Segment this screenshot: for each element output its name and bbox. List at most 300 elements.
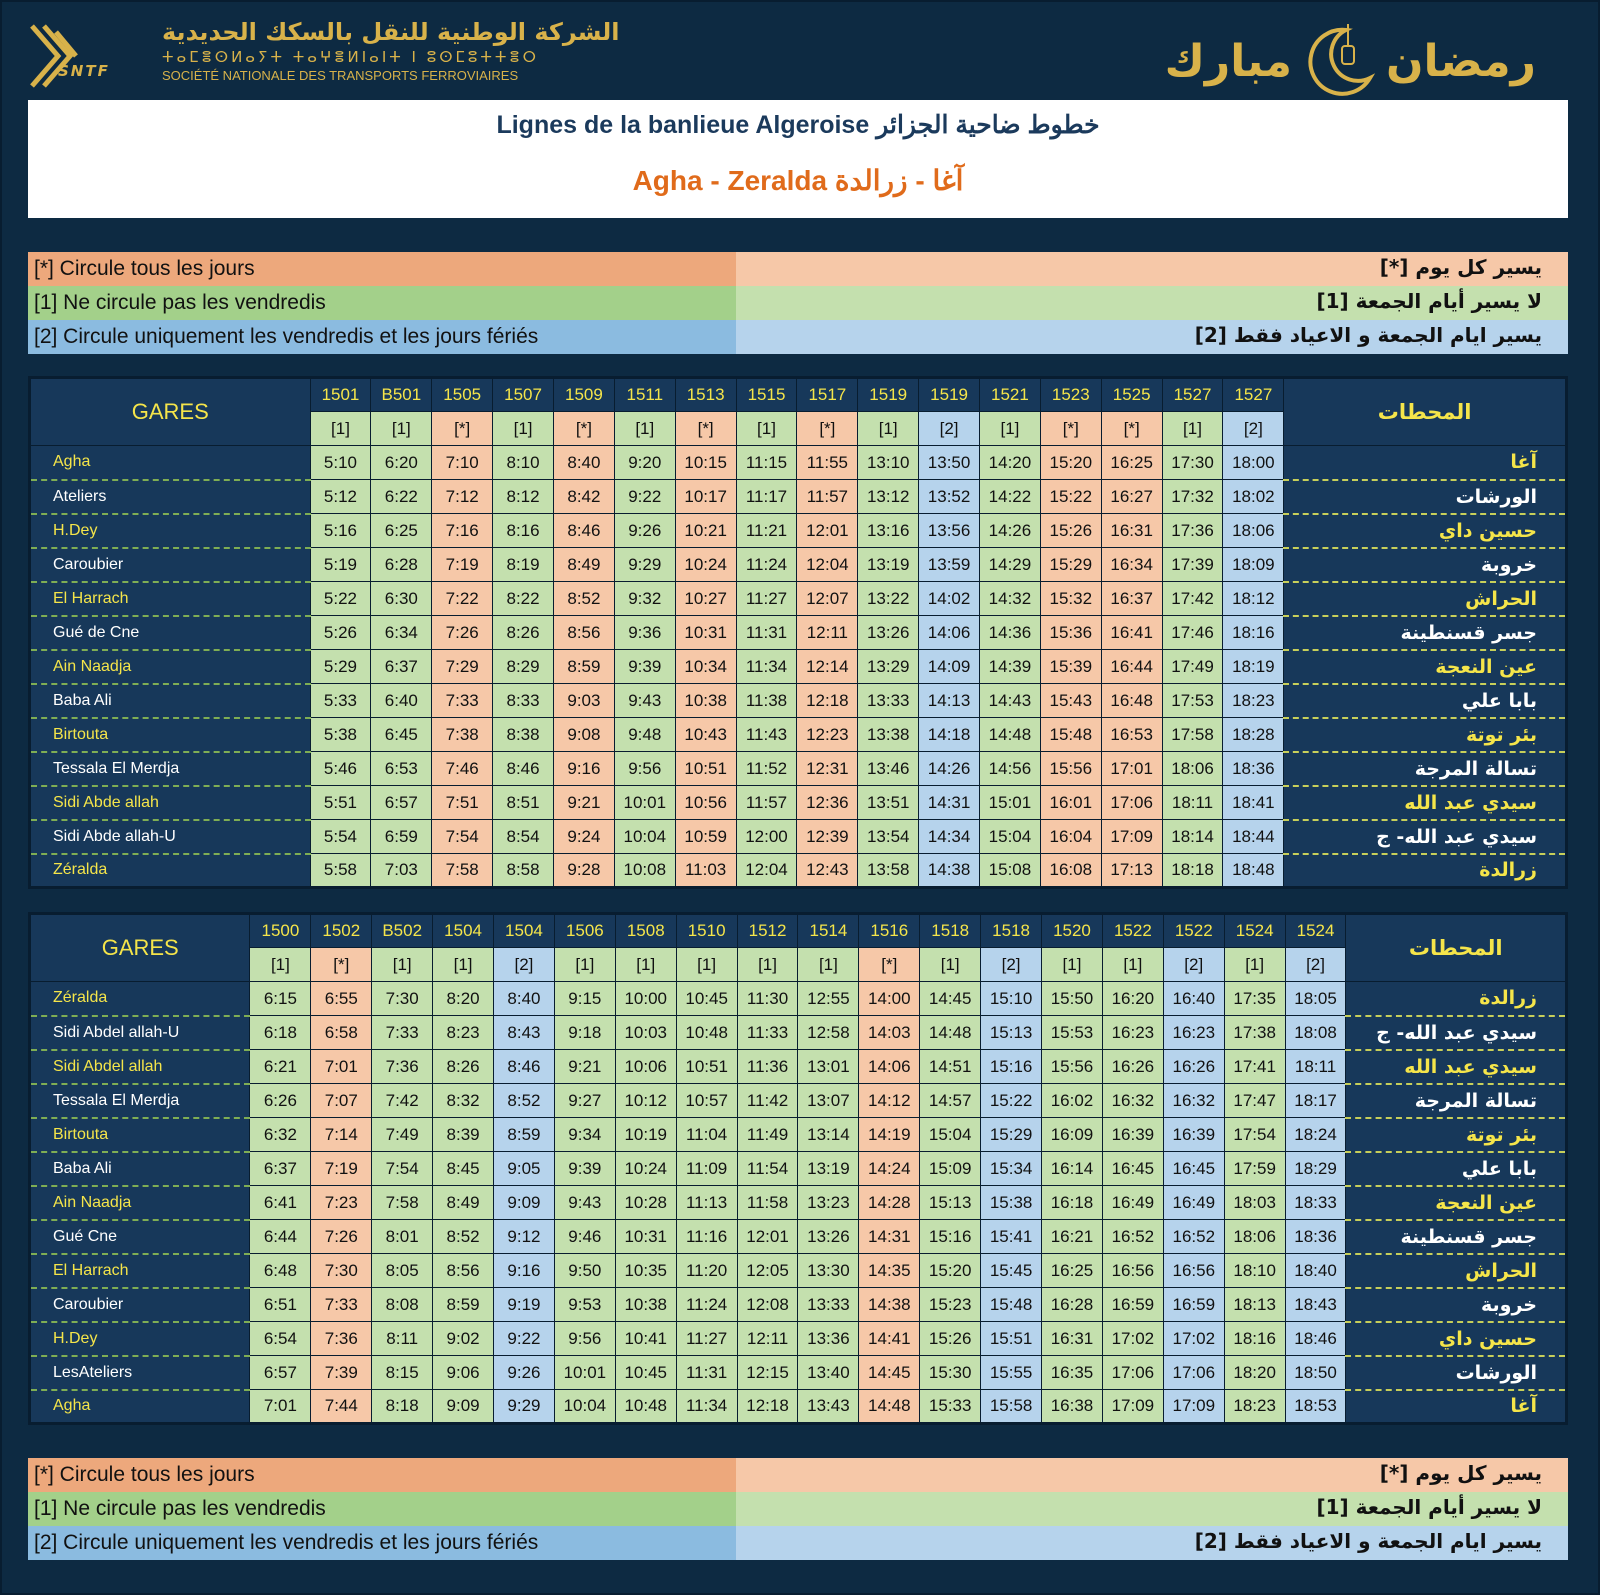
departure-time: 13:01 [798, 1050, 859, 1084]
service-code: [*] [311, 948, 372, 982]
departure-time: 15:20 [1040, 446, 1101, 480]
departure-time: 7:58 [372, 1186, 433, 1220]
departure-time: 9:28 [553, 854, 614, 888]
departure-time: 18:16 [1224, 1322, 1285, 1356]
departure-time: 15:01 [980, 786, 1041, 820]
departure-time: 15:43 [1040, 684, 1101, 718]
service-code: [1] [554, 948, 615, 982]
departure-time: 8:56 [433, 1254, 494, 1288]
departure-time: 13:19 [858, 548, 919, 582]
service-code: [1] [736, 412, 797, 446]
station-name-fr: Sidi Abde allah-U [30, 820, 311, 854]
service-code: [*] [432, 412, 493, 446]
page-title: Lignes de la banlieue Algeroise خطوط ضاحية الجزائر [496, 111, 1100, 139]
departure-time: 17:09 [1101, 820, 1162, 854]
departure-time: 18:40 [1285, 1254, 1346, 1288]
departure-time: 17:32 [1162, 480, 1223, 514]
train-number: 1527 [1162, 378, 1223, 412]
departure-time: 18:41 [1223, 786, 1284, 820]
departure-time: 6:57 [371, 786, 432, 820]
departure-time: 10:45 [615, 1356, 676, 1390]
departure-time: 6:55 [311, 982, 372, 1016]
table-row [30, 446, 1567, 480]
table-row [30, 1390, 1567, 1424]
departure-time: 6:41 [250, 1186, 311, 1220]
timetable-agha-zeralda [28, 376, 1568, 889]
departure-time: 8:42 [553, 480, 614, 514]
legend-ar: يسير ايام الجمعة و الاعياد فقط [2] [736, 320, 1568, 354]
table-row [30, 1016, 1567, 1050]
departure-time: 18:11 [1285, 1050, 1346, 1084]
departure-time: 9:34 [554, 1118, 615, 1152]
departure-time: 9:06 [433, 1356, 494, 1390]
departure-time: 17:46 [1162, 616, 1223, 650]
station-name-ar: جسر قسنطينة [1284, 616, 1567, 650]
departure-time: 5:46 [310, 752, 371, 786]
departure-time: 18:48 [1223, 854, 1284, 888]
departure-time: 10:41 [615, 1322, 676, 1356]
legend-bottom [28, 1458, 1568, 1560]
departure-time: 6:54 [250, 1322, 311, 1356]
departure-time: 5:29 [310, 650, 371, 684]
departure-time: 7:30 [372, 982, 433, 1016]
departure-time: 16:23 [1102, 1016, 1163, 1050]
departure-time: 8:46 [553, 514, 614, 548]
departure-time: 7:51 [432, 786, 493, 820]
legend-ar: يسير ايام الجمعة و الاعياد فقط [2] [736, 1526, 1568, 1560]
departure-time: 9:56 [554, 1322, 615, 1356]
departure-time: 10:43 [675, 718, 736, 752]
departure-time: 15:55 [981, 1356, 1042, 1390]
departure-time: 9:16 [494, 1254, 555, 1288]
departure-time: 15:29 [981, 1118, 1042, 1152]
departure-time: 13:36 [798, 1322, 859, 1356]
departure-time: 16:45 [1163, 1152, 1224, 1186]
departure-time: 16:32 [1102, 1084, 1163, 1118]
departure-time: 13:33 [798, 1288, 859, 1322]
departure-time: 14:29 [980, 548, 1041, 582]
departure-time: 16:28 [1042, 1288, 1103, 1322]
departure-time: 15:09 [920, 1152, 981, 1186]
table-row [30, 548, 1567, 582]
departure-time: 9:18 [554, 1016, 615, 1050]
train-number: B502 [372, 914, 433, 948]
departure-time: 13:14 [798, 1118, 859, 1152]
train-number: 1527 [1223, 378, 1284, 412]
station-name-ar: الورشات [1346, 1356, 1567, 1390]
departure-time: 8:08 [372, 1288, 433, 1322]
departure-time: 7:23 [311, 1186, 372, 1220]
departure-time: 10:59 [675, 820, 736, 854]
departure-time: 11:49 [737, 1118, 798, 1152]
departure-time: 18:17 [1285, 1084, 1346, 1118]
departure-time: 6:15 [250, 982, 311, 1016]
station-name-ar: سيدي عبد الله [1284, 786, 1567, 820]
departure-time: 10:01 [554, 1356, 615, 1390]
departure-time: 7:33 [372, 1016, 433, 1050]
departure-time: 14:18 [919, 718, 980, 752]
service-code: [2] [1285, 948, 1346, 982]
departure-time: 12:11 [797, 616, 858, 650]
service-code: [2] [1163, 948, 1224, 982]
departure-time: 14:31 [859, 1220, 920, 1254]
station-name-fr: Zéralda [30, 854, 311, 888]
service-code: [*] [1040, 412, 1101, 446]
departure-time: 16:59 [1102, 1288, 1163, 1322]
departure-time: 17:36 [1162, 514, 1223, 548]
departure-time: 9:39 [614, 650, 675, 684]
legend-row-1 [28, 286, 1568, 320]
departure-time: 11:42 [737, 1084, 798, 1118]
departure-time: 7:46 [432, 752, 493, 786]
legend-fr: [*] Circule tous les jours [28, 252, 736, 286]
departure-time: 5:54 [310, 820, 371, 854]
departure-time: 11:43 [736, 718, 797, 752]
departure-time: 10:00 [615, 982, 676, 1016]
departure-time: 11:03 [675, 854, 736, 888]
departure-time: 18:00 [1223, 446, 1284, 480]
legend-fr: [*] Circule tous les jours [28, 1458, 736, 1492]
departure-time: 8:23 [433, 1016, 494, 1050]
service-code: [1] [858, 412, 919, 446]
departure-time: 13:52 [919, 480, 980, 514]
departure-time: 11:57 [797, 480, 858, 514]
departure-time: 8:40 [494, 982, 555, 1016]
service-code: [1] [1162, 412, 1223, 446]
departure-time: 16:56 [1102, 1254, 1163, 1288]
departure-time: 9:19 [494, 1288, 555, 1322]
train-number: 1508 [615, 914, 676, 948]
departure-time: 11:54 [737, 1152, 798, 1186]
departure-time: 16:02 [1042, 1084, 1103, 1118]
departure-time: 16:20 [1102, 982, 1163, 1016]
departure-time: 18:08 [1285, 1016, 1346, 1050]
train-number: 1507 [493, 378, 554, 412]
departure-time: 10:35 [615, 1254, 676, 1288]
service-code: [2] [981, 948, 1042, 982]
departure-time: 9:36 [614, 616, 675, 650]
departure-time: 9:50 [554, 1254, 615, 1288]
departure-time: 13:38 [858, 718, 919, 752]
departure-time: 8:56 [553, 616, 614, 650]
station-name-fr: Agha [30, 1390, 250, 1424]
departure-time: 15:22 [1040, 480, 1101, 514]
train-number: 1516 [859, 914, 920, 948]
table-row [30, 752, 1567, 786]
departure-time: 14:45 [859, 1356, 920, 1390]
departure-time: 12:39 [797, 820, 858, 854]
service-code: [*] [553, 412, 614, 446]
departure-time: 6:34 [371, 616, 432, 650]
departure-time: 10:27 [675, 582, 736, 616]
departure-time: 7:54 [432, 820, 493, 854]
departure-time: 15:56 [1040, 752, 1101, 786]
station-name-ar: آغا [1346, 1390, 1567, 1424]
train-number: 1518 [981, 914, 1042, 948]
departure-time: 9:48 [614, 718, 675, 752]
departure-time: 10:57 [676, 1084, 737, 1118]
departure-time: 6:18 [250, 1016, 311, 1050]
departure-time: 15:33 [920, 1390, 981, 1424]
mahatat-header: المحطات [1284, 378, 1567, 446]
departure-time: 10:28 [615, 1186, 676, 1220]
train-number: 1500 [250, 914, 311, 948]
departure-time: 14:26 [980, 514, 1041, 548]
legend-ar: لا يسير أيام الجمعة [1] [736, 1492, 1568, 1526]
legend-fr: [2] Circule uniquement les vendredis et les jours fériés [28, 320, 736, 354]
departure-time: 15:29 [1040, 548, 1101, 582]
departure-time: 16:01 [1040, 786, 1101, 820]
departure-time: 14:39 [980, 650, 1041, 684]
departure-time: 8:38 [493, 718, 554, 752]
departure-time: 12:18 [797, 684, 858, 718]
station-name-ar: الحراش [1284, 582, 1567, 616]
departure-time: 9:29 [614, 548, 675, 582]
departure-time: 14:45 [920, 982, 981, 1016]
departure-time: 14:20 [980, 446, 1041, 480]
departure-time: 16:41 [1101, 616, 1162, 650]
departure-time: 14:02 [919, 582, 980, 616]
departure-time: 8:46 [494, 1050, 555, 1084]
departure-time: 16:32 [1163, 1084, 1224, 1118]
departure-time: 15:48 [981, 1288, 1042, 1322]
timetable-zeralda-agha [28, 912, 1568, 1425]
table-row [30, 1288, 1567, 1322]
departure-time: 11:34 [736, 650, 797, 684]
departure-time: 15:10 [981, 982, 1042, 1016]
table-row [30, 582, 1567, 616]
departure-time: 16:04 [1040, 820, 1101, 854]
departure-time: 17:53 [1162, 684, 1223, 718]
crescent-lantern-icon [1302, 24, 1376, 98]
departure-time: 6:37 [250, 1152, 311, 1186]
departure-time: 8:52 [494, 1084, 555, 1118]
departure-time: 14:03 [859, 1016, 920, 1050]
station-name-fr: Sidi Abdel allah [30, 1050, 250, 1084]
train-number: 1501 [310, 378, 371, 412]
departure-time: 9:26 [614, 514, 675, 548]
station-name-ar: بابا علي [1346, 1152, 1567, 1186]
departure-time: 14:35 [859, 1254, 920, 1288]
departure-time: 12:43 [797, 854, 858, 888]
station-name-ar: عين النعجة [1346, 1186, 1567, 1220]
departure-time: 14:51 [920, 1050, 981, 1084]
departure-time: 7:16 [432, 514, 493, 548]
gares-header: GARES [30, 378, 311, 446]
departure-time: 14:57 [920, 1084, 981, 1118]
departure-time: 14:06 [919, 616, 980, 650]
legend-row-2 [28, 320, 1568, 354]
departure-time: 11:17 [736, 480, 797, 514]
station-name-ar: بئر توتة [1284, 718, 1567, 752]
legend-row-2 [28, 1526, 1568, 1560]
departure-time: 17:06 [1101, 786, 1162, 820]
departure-time: 18:06 [1162, 752, 1223, 786]
company-name-tifinagh: ⵜⴰⵎⴻⵙⵍⴰⵢⵜ ⵜⴰⵖⴻⵍⵏⴰⵏⵜ ⵏ ⵓⵙⵎⵓⵜⵜⴻⵔ [162, 48, 539, 66]
departure-time: 13:54 [858, 820, 919, 854]
ramadan-greeting [1165, 24, 1536, 98]
departure-time: 16:56 [1163, 1254, 1224, 1288]
departure-time: 10:34 [675, 650, 736, 684]
departure-time: 18:28 [1223, 718, 1284, 752]
departure-time: 18:24 [1285, 1118, 1346, 1152]
departure-time: 14:48 [859, 1390, 920, 1424]
station-name-ar: حسين داي [1346, 1322, 1567, 1356]
departure-time: 15:56 [1042, 1050, 1103, 1084]
departure-time: 15:45 [981, 1254, 1042, 1288]
train-number: 1506 [554, 914, 615, 948]
departure-time: 6:51 [250, 1288, 311, 1322]
departure-time: 5:19 [310, 548, 371, 582]
departure-time: 17:06 [1102, 1356, 1163, 1390]
departure-time: 5:22 [310, 582, 371, 616]
table-row [30, 1254, 1567, 1288]
service-code: [1] [980, 412, 1041, 446]
departure-time: 16:52 [1102, 1220, 1163, 1254]
departure-time: 14:48 [980, 718, 1041, 752]
departure-time: 8:20 [433, 982, 494, 1016]
departure-time: 13:29 [858, 650, 919, 684]
departure-time: 18:02 [1223, 480, 1284, 514]
departure-time: 15:36 [1040, 616, 1101, 650]
departure-time: 8:45 [433, 1152, 494, 1186]
departure-time: 16:59 [1163, 1288, 1224, 1322]
departure-time: 10:03 [615, 1016, 676, 1050]
departure-time: 11:52 [736, 752, 797, 786]
station-name-fr: H.Dey [30, 514, 311, 548]
station-name-ar: الورشات [1284, 480, 1567, 514]
departure-time: 7:33 [432, 684, 493, 718]
station-name-fr: Zéralda [30, 982, 250, 1016]
departure-time: 6:59 [371, 820, 432, 854]
departure-time: 7:36 [372, 1050, 433, 1084]
departure-time: 16:31 [1101, 514, 1162, 548]
departure-time: 15:48 [1040, 718, 1101, 752]
departure-time: 5:16 [310, 514, 371, 548]
service-code: [1] [798, 948, 859, 982]
departure-time: 18:06 [1223, 514, 1284, 548]
service-code: [1] [920, 948, 981, 982]
train-number: 1522 [1163, 914, 1224, 948]
departure-time: 16:26 [1163, 1050, 1224, 1084]
departure-time: 15:41 [981, 1220, 1042, 1254]
departure-time: 12:36 [797, 786, 858, 820]
train-number: 1509 [553, 378, 614, 412]
table-row [30, 684, 1567, 718]
departure-time: 12:55 [798, 982, 859, 1016]
company-name-arabic: الشركة الوطنية للنقل بالسكك الحديدية [162, 18, 620, 46]
station-name-ar: حسين داي [1284, 514, 1567, 548]
departure-time: 13:16 [858, 514, 919, 548]
departure-time: 12:01 [737, 1220, 798, 1254]
departure-time: 9:56 [614, 752, 675, 786]
departure-time: 18:06 [1224, 1220, 1285, 1254]
table-row [30, 786, 1567, 820]
departure-time: 17:59 [1224, 1152, 1285, 1186]
departure-time: 10:56 [675, 786, 736, 820]
station-name-fr: Caroubier [30, 548, 311, 582]
departure-time: 9:43 [554, 1186, 615, 1220]
departure-time: 16:26 [1102, 1050, 1163, 1084]
departure-time: 17:09 [1163, 1390, 1224, 1424]
departure-time: 8:43 [494, 1016, 555, 1050]
departure-time: 6:37 [371, 650, 432, 684]
station-name-fr: Gué de Cne [30, 616, 311, 650]
departure-time: 8:29 [493, 650, 554, 684]
departure-time: 13:58 [858, 854, 919, 888]
station-name-ar: تسالة المرجة [1346, 1084, 1567, 1118]
departure-time: 6:21 [250, 1050, 311, 1084]
departure-time: 17:01 [1101, 752, 1162, 786]
table-row [30, 650, 1567, 684]
departure-time: 15:16 [920, 1220, 981, 1254]
departure-time: 15:20 [920, 1254, 981, 1288]
departure-time: 18:10 [1224, 1254, 1285, 1288]
departure-time: 10:24 [615, 1152, 676, 1186]
departure-time: 10:38 [675, 684, 736, 718]
departure-time: 11:33 [737, 1016, 798, 1050]
station-name-fr: Birtouta [30, 718, 311, 752]
departure-time: 14:13 [919, 684, 980, 718]
departure-time: 14:36 [980, 616, 1041, 650]
departure-time: 15:08 [980, 854, 1041, 888]
departure-time: 7:26 [432, 616, 493, 650]
departure-time: 11:20 [676, 1254, 737, 1288]
departure-time: 8:46 [493, 752, 554, 786]
departure-time: 16:34 [1101, 548, 1162, 582]
line-title: Agha - Zeralda آغا - زرالدة [632, 165, 964, 196]
departure-time: 15:23 [920, 1288, 981, 1322]
service-code: [2] [494, 948, 555, 982]
departure-time: 8:11 [372, 1322, 433, 1356]
departure-time: 13:26 [858, 616, 919, 650]
departure-time: 13:56 [919, 514, 980, 548]
departure-time: 8:52 [433, 1220, 494, 1254]
train-number: 1502 [311, 914, 372, 948]
service-code: [1] [372, 948, 433, 982]
departure-time: 8:39 [433, 1118, 494, 1152]
train-number: 1504 [433, 914, 494, 948]
departure-time: 9:43 [614, 684, 675, 718]
departure-time: 6:58 [311, 1016, 372, 1050]
departure-time: 17:02 [1163, 1322, 1224, 1356]
train-number: 1517 [797, 378, 858, 412]
departure-time: 16:49 [1102, 1186, 1163, 1220]
departure-time: 11:31 [736, 616, 797, 650]
title-box [28, 100, 1568, 218]
departure-time: 16:35 [1042, 1356, 1103, 1390]
departure-time: 18:11 [1162, 786, 1223, 820]
departure-time: 10:31 [615, 1220, 676, 1254]
departure-time: 12:00 [736, 820, 797, 854]
station-name-fr: LesAteliers [30, 1356, 250, 1390]
departure-time: 10:01 [614, 786, 675, 820]
departure-time: 15:39 [1040, 650, 1101, 684]
departure-time: 8:54 [493, 820, 554, 854]
departure-time: 15:32 [1040, 582, 1101, 616]
departure-time: 16:39 [1102, 1118, 1163, 1152]
station-name-ar: جسر قسنطينة [1346, 1220, 1567, 1254]
departure-time: 8:33 [493, 684, 554, 718]
departure-time: 5:38 [310, 718, 371, 752]
departure-time: 7:10 [432, 446, 493, 480]
departure-time: 7:33 [311, 1288, 372, 1322]
departure-time: 16:37 [1101, 582, 1162, 616]
departure-time: 16:53 [1101, 718, 1162, 752]
departure-time: 13:59 [919, 548, 980, 582]
departure-time: 15:34 [981, 1152, 1042, 1186]
departure-time: 8:18 [372, 1390, 433, 1424]
